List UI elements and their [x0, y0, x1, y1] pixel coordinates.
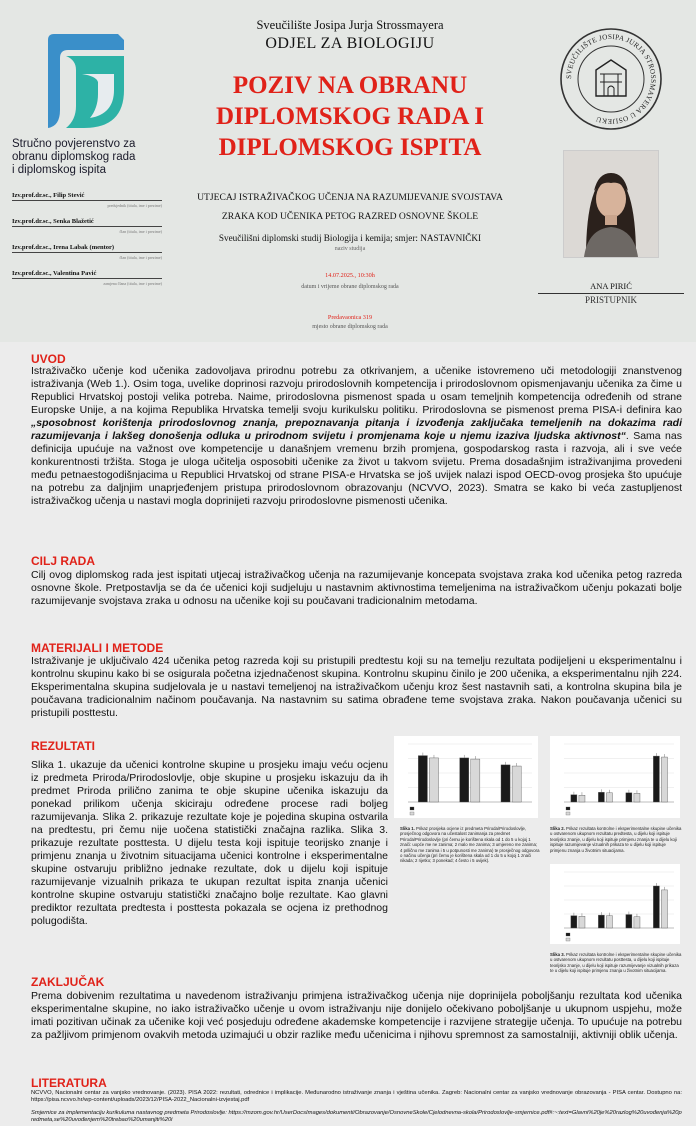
- figure-3: [550, 864, 680, 944]
- rezultati-heading: REZULTATI: [31, 739, 95, 753]
- zakljucak-heading: ZAKLJUČAK: [31, 975, 105, 989]
- chart-bar: [653, 886, 659, 928]
- figure-1-caption: [400, 826, 540, 864]
- member-role: član (titula, ime i prezime): [119, 255, 162, 260]
- page-title: [180, 70, 520, 163]
- study-label: naziv studija: [334, 246, 366, 252]
- student-label: PRISTUPNIK: [584, 295, 637, 305]
- chart-bar: [579, 795, 585, 802]
- chart-bar: [571, 916, 577, 928]
- chart-bar: [471, 759, 480, 802]
- committee-heading-line: obranu diplomskog rada: [12, 151, 136, 163]
- cilj-heading: CILJ RADA: [31, 554, 96, 568]
- caption-text: Prikaz rezultata kontrolne i eksperimentalne skupine učenika u ostvarenom ukupnom rezultatu predtesta, u dijelu koji ispituje teorijsko znanje, u dijelu koji ispituje primjenu znanja te u dijelu koji ispituje razumijevanje vizualnih prikaza te u dijelu koji ispituje primjenu znanja u životnim situacijama.: [550, 826, 682, 853]
- figure-2: [550, 736, 680, 818]
- chart-bar: [653, 756, 659, 802]
- chart-bar: [661, 890, 667, 928]
- chart-bar: [634, 793, 640, 802]
- defense-room: Predavaonica 319: [327, 314, 373, 321]
- committee-member: [12, 244, 162, 260]
- chart-bar: [626, 915, 632, 928]
- figure-2-chart: [550, 736, 680, 818]
- datetime-label: datum i vrijeme obrane diplomskog rada: [301, 284, 399, 290]
- defense-datetime: 14.07.2025., 10:30h: [325, 272, 375, 279]
- chart-bar: [571, 795, 577, 802]
- university-seal-icon: [558, 26, 664, 132]
- legend-swatch: [566, 933, 570, 936]
- figure-1: [394, 736, 538, 818]
- chart-bar: [598, 915, 604, 928]
- chart-bar: [418, 756, 427, 802]
- metode-heading: MATERIJALI I METODE: [31, 641, 164, 655]
- legend-swatch: [410, 812, 414, 815]
- study-name: Sveučilišni diplomski studij Biologija i kemija; smjer: NASTAVNIČKI: [218, 233, 482, 243]
- chart-bar: [626, 793, 632, 802]
- member-name: Izv.prof.dr.sc., Valentina Pavić: [12, 270, 162, 279]
- legend-swatch: [566, 812, 570, 815]
- member-name: Izv.prof.dr.sc., Senka Blažetić: [12, 218, 162, 227]
- committee-member: [12, 218, 162, 234]
- literatura-heading: LITERATURA: [31, 1076, 107, 1090]
- committee-member: [12, 192, 162, 208]
- uvod-paragraph: Istraživačko učenje kod učenika zadovoljava prirodnu potrebu za otkrivanjem, a učenike istovremeno uči metodologiji znanstvenog istraživanja (Web 1.). Osim toga, uvelike doprinosi razvoju prirodoslovnih kompetencija i prirodoslovnom opismenjavanju učenika za čime u Republici Hrvatskoj postoji velika potreba. Naime, prirodoslovna pismenost spada u osam temeljnih kompetencija određenih od strane Europske Unije, a na kojima Republika Hrvatska temelji svoju kurikulsku politiku. Prirodoslovna se pismenost prema PISA-i definira kao: [31, 365, 682, 416]
- chart-bar: [429, 758, 438, 802]
- title-line-1: POZIV NA OBRANU: [232, 72, 468, 99]
- legend-swatch: [410, 807, 414, 810]
- chart-bar: [460, 758, 469, 802]
- chart-bar: [634, 917, 640, 928]
- cilj-text: Cilj ovog diplomskog rada jest ispitati utjecaj istraživačkog učenja na razumijevanje koncepata svojstava zraka kod učenika petog razreda osnovne škole. Pretpostavlja se da će učenici koji sudjeluju u nastavnim aktivnostima temeljenima na istraživačkom učenju pokazati bolje razumijevanje svojstava zraka u odnosu na učenike koji su poučavani tradicionalnim metodama.: [31, 569, 682, 607]
- metode-text: Istraživanje je uključivalo 424 učenika petog razreda koji su pristupili predtestu koji su na temelju rezultata podijeljeni u eksperimentalnu i kontrolnu skupinu kako bi se osigurala početna izjednačenost skupina. Kontrolnu skupinu činilo je 200 učenika, a eksperimentalnu njih 224. Eksperimentalna skupina sudjelovala je u nastavi temeljenoj na istraživačkom učenju kroz šest nastavnih sati, a kontrolna skupina bila je poučavana tradicionalnim načinom poučavanja. Na nastavnim su satima obrađene teme svojstava zraka. Nakon poučavanja učenici su pristupili posttestu.: [31, 655, 682, 719]
- department-name: ODJEL ZA BIOLOGIJU: [265, 35, 435, 52]
- room-label: mjesto obrane diplomskog rada: [312, 324, 388, 330]
- thesis-title-line-1: UTJECAJ ISTRAŽIVAČKOG UČENJA NA RAZUMIJEVANJE SVOJSTAVA: [197, 192, 503, 203]
- committee-heading-line: i diplomskog ispita: [12, 164, 106, 176]
- reference-2: Smjernice za implementaciju kurikuluma nastavnog predmeta Prirodoslovlje: https://mzom.gov.hr/UserDocsImages/dokumenti/Obrazovanje/OsnovneSkole/Cjelodnevna-skola/Prirodoslovlje-smjernice.pdf#:~:text=Glavni%20je%20razlog%20uvođenja%20predmeta,se%20uvođenjem%20trebao%20umanjiti%20i: [31, 1110, 682, 1123]
- committee-member: [12, 270, 162, 286]
- department-logo-icon: [38, 30, 130, 132]
- figure-3-caption: [550, 952, 682, 974]
- title-line-2: DIPLOMSKOG RADA I: [215, 103, 485, 130]
- chart-bar: [579, 916, 585, 928]
- committee-heading: [12, 138, 182, 177]
- legend-swatch: [566, 807, 570, 810]
- figure-3-chart: [550, 864, 680, 944]
- uvod-heading: UVOD: [31, 352, 66, 366]
- zakljucak-text: Prema dobivenim rezultatima u navedenom istraživanju primjena istraživačkog učenja nije doprinijela poboljšanju rezultata kod učenika eksperimentalne skupine, no iako istraživačko učenje u ovom istraživanju nije donijelo očekivano poboljšanje u ukupnom uspjehu, može imati pozitivan učinak za učenike koji već posjeduju određene akademske kompetencije i razvijene strategije učenja. To upućuje na potrebu za pažljivom primjenom ovakvih metoda uzimajući u obzir razlike među učenicima i njihovu spremnost za samostalniji, aktivniji oblik učenja.: [31, 990, 682, 1041]
- thesis-title-line-2: ZRAKA KOD UČENIKA PETOG RAZRED OSNOVNE ŠKOLE: [221, 211, 479, 222]
- chart-bar: [501, 765, 510, 802]
- student-name: ANA PIRIĆ: [538, 281, 684, 294]
- figure-2-caption: [550, 826, 682, 853]
- caption-text: Prikaz rezultata kontrolne i eksperimentalne skupine učenika u ostvarenom ukupnom rezultatu posttesta, u dijelu koji ispituje teorijsko znanje, u dijelu koji ispituje razumijevanje vizualnih prikaza te u dijelu koji ispituje primjenu znanja u životnim situacijama.: [550, 952, 682, 974]
- caption-label: Slika 2.: [550, 826, 565, 831]
- rezultati-text: Slika 1. ukazuje da učenici kontrolne skupine u prosjeku imaju veću ocjenu iz predmeta Priroda/Prirodoslovlje, obje skupine u prosjeku iskazuju da ih predmet Priroda prilično zanima te obje skupine učenika iskazuju da ponekad prilikom učenja skiciraju određene procese radi boljeg razumijevanja. Slika 2. prikazuje rezultate koje je pojedina skupina ostvarila na predtestu, pri čemu nije uočena statistički značajna razlika. Slika 3. prikazuje rezultate posttesta. U dijelu testa koji ispituje teorijsko znanje i primjenu znanja u životnim situacijama učenici kontrolne i eksperimentalne skupine ostvaruju približno jednake rezultate, dok u dijelu koji ispituje razumijevanje vizualnih prikaza te ukupan rezultat ispita znanja učenici kontrolne skupine ostvaruju statistički značajno bolje rezultate. Kao glavni prediktor rezultata predtesta i posttesta pokazala se ocjena iz prethodnog polugodišta.: [31, 759, 388, 927]
- svg-text:SVEUČILIŠTE JOSIPA JURJA STROS: SVEUČILIŠTE JOSIPA JURJA STROSSMAYERA U OSIJEKU: [564, 32, 658, 126]
- figure-1-chart: [394, 736, 538, 818]
- member-name: Izv.prof.dr.sc., Filip Stević: [12, 192, 162, 201]
- chart-bar: [598, 792, 604, 802]
- student-photo: [563, 150, 659, 258]
- legend-swatch: [566, 938, 570, 941]
- uvod-quote: „sposobnost korištenja prirodoslovnog znanja, prepoznavanja pitanja i izvođenja zaključaka temeljenih na dokazima radi razumijevanja i lakšeg donošenja odluka u prirodnom svijetu i promjenama koje u njemu izaziva ljudska aktivnost“: [31, 417, 682, 442]
- member-role: član (titula, ime i prezime): [119, 229, 162, 234]
- poster-body: [0, 342, 696, 1126]
- university-name: Sveučilište Josipa Jurja Strossmayera: [256, 18, 444, 32]
- member-role: predsjednik (titula, ime i prezime): [107, 203, 162, 208]
- chart-bar: [606, 793, 612, 802]
- reference-1: NCVVO, Nacionalni centar za vanjsko vrednovanje. (2023). PISA 2022: rezultati, odrednice i implikacije. Međunarodno istraživanje znanja i vještina učenika. Zagreb: Nacionalni centar za vanjsko vrednovanje obrazovanja - PISA centar. Dostupno na: https://pisa.ncvvo.hr/wp-content/uploads/2023/12/PISA-2022_Nacionalni-izvjestaj.pdf: [31, 1090, 682, 1103]
- uvod-text: [31, 365, 682, 508]
- chart-bar: [661, 757, 667, 802]
- chart-bar: [606, 916, 612, 928]
- portrait-icon: [564, 151, 658, 257]
- header-area: [0, 0, 696, 342]
- chart-bar: [512, 766, 521, 802]
- caption-label: Slika 1.: [400, 826, 415, 831]
- caption-text: Prikaz prosjeka ocjene iz predmeta Priroda/Prirodoslovlje, prosječnog odgovora na učestalost zanimanja za predmet Priroda/Prirodoslovlje (pri čemu je korištena skala od 1 do 5 u kojoj 1 znači: uopće me ne zanima; 2 malo me zanima; 3 umjereno me zanima; 4 prilično me zanima i 5 u potpunosti me zanima) te prosječnog odgovora o načinu učenja (pri čemu je korištena skala od 1 do 5 u kojoj 1 znači nikada; 2 rijetko; 3 ponekad; 4 često i 5 uvijek).: [400, 826, 540, 864]
- title-line-3: DIPLOMSKOG ISPITA: [218, 134, 482, 161]
- member-name: Izv.prof.dr.sc., Irena Labak (mentor): [12, 244, 162, 253]
- committee-heading-line: Stručno povjerenstvo za: [12, 138, 136, 150]
- caption-label: Slika 3.: [550, 952, 565, 957]
- uvod-paragraph: . Sama nas definicija upućuje na važnost ove kompetencije u današnjem vremenu brzih promjena, gospodarskog rasta i razvoja, ali i sve veće konkurentnosti tržišta. Stoga je uloga učitelja osposobiti učenike za život u takvom svijetu. Prema dosadašnjim istraživanjima provedeni među petnaestogodišnjacima u Republici Hrvatskoj od strane PISA-e Hrvatska se još uvijek nalazi ispod OECD-ovog prosjeka što upućuje na potrebu za daljnjim unaprjeđenjem pristupa prirodoslovnom obrazovanju (NCVVO, 2023). Smatra se kako bi veća zastupljenost istraživačkog učenja u nastavi mogla doprinijeti razvoju prirodoslovne pismenosti učenika.: [31, 430, 682, 507]
- member-role: zamjena člana (titula, ime i prezime): [103, 281, 162, 286]
